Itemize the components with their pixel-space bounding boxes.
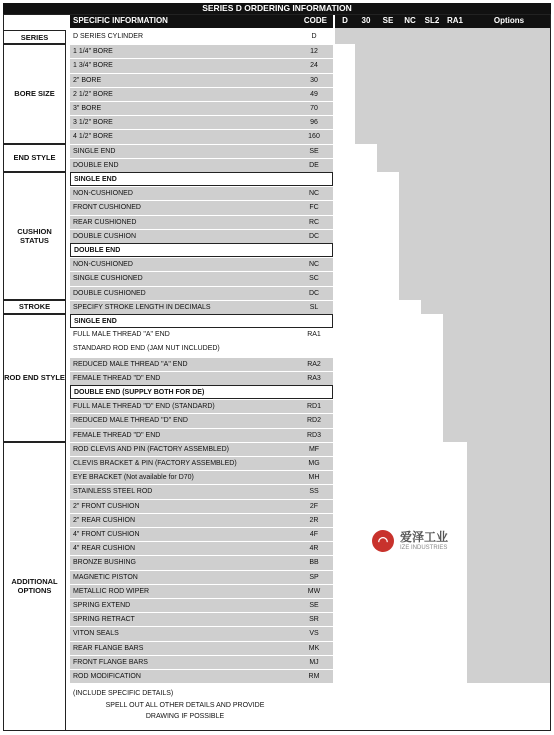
option-label: MAGNETIC PISTON [73, 573, 138, 581]
option-code: DC [308, 289, 320, 297]
additional-option-row [70, 655, 333, 669]
end-style-row [70, 158, 333, 172]
option-label: DOUBLE END [73, 161, 119, 169]
cushion-row [70, 186, 333, 200]
option-code: RA2 [307, 360, 321, 368]
footer-line-3: DRAWING IF POSSIBLE [145, 713, 225, 720]
option-code: SS [309, 488, 319, 496]
rod-end-row [70, 399, 333, 413]
option-code: 96 [310, 119, 318, 127]
end-style-group-label: END STYLE [13, 153, 56, 163]
option-code: 24 [310, 62, 318, 70]
option-code: 2R [309, 516, 319, 524]
logo-mark-icon: ◠ [372, 530, 394, 552]
option-code: SE [309, 602, 319, 609]
additional-option-row [70, 541, 333, 555]
additional-options-group-label: ADDITIONAL OPTIONS [11, 577, 58, 596]
option-code: MK [308, 644, 320, 652]
option-code: RA1 [299, 328, 329, 343]
additional-option-row [70, 584, 333, 598]
cushion-status-group [3, 172, 66, 300]
option-code: NC [308, 190, 320, 198]
option-code: 49 [310, 90, 318, 98]
bore-row [70, 101, 333, 115]
sheet-title: SERIES D ORDERING INFORMATION [3, 3, 551, 14]
option-code: 30 [310, 76, 318, 84]
rod-end-row [70, 357, 333, 371]
option-label: VITON SEALS [73, 630, 119, 638]
option-code: MG [308, 460, 320, 467]
option-code: MJ [309, 658, 319, 666]
option-label: FEMALE THREAD "D" END [73, 374, 161, 382]
option-code: 160 [308, 133, 320, 141]
option-label: SINGLE CUSHIONED [73, 275, 143, 283]
option-code: DC [308, 232, 320, 240]
option-label: METALLIC ROD WIPER [73, 587, 150, 595]
bore-size-group [3, 44, 66, 143]
option-code: RD2 [306, 417, 321, 425]
option-label: ROD CLEVIS AND PIN (FACTORY ASSEMBLED) [73, 445, 229, 453]
additional-option-row [70, 669, 333, 683]
option-label: STANDARD ROD END (JAM NUT INCLUDED) [73, 345, 220, 353]
stroke-group [3, 300, 66, 314]
option-label: FULL MALE THREAD "D" END (STANDARD) [73, 403, 215, 411]
code-column-shade [377, 14, 399, 172]
footer-note [70, 688, 333, 722]
option-label: 4 1/2" BORE [73, 133, 113, 141]
option-label: FEMALE THREAD "D" END [73, 431, 161, 439]
option-label: SINGLE END [73, 147, 116, 155]
rod-end-style-group-label: ROD END STYLE [4, 373, 65, 383]
code-column-header: SE [377, 14, 399, 28]
option-label: SINGLE END [74, 318, 117, 325]
option-label: DOUBLE CUSHIONED [73, 289, 146, 297]
option-code: SC [309, 275, 319, 283]
option-label: BRONZE BUSHING [73, 559, 137, 567]
cushion-row [70, 215, 333, 229]
bore-row [70, 44, 333, 58]
option-label: 3" BORE [73, 105, 102, 112]
option-code: VS [309, 630, 319, 638]
cushion-row [70, 229, 333, 243]
additional-options-group [3, 442, 66, 731]
additional-option-row [70, 527, 333, 541]
code-column-shade [399, 14, 421, 300]
additional-option-row [70, 484, 333, 498]
option-label: FRONT FLANGE BARS [73, 658, 148, 666]
option-code: D [311, 33, 317, 40]
rod-end-row [70, 342, 333, 356]
option-code: MH [308, 474, 320, 482]
option-code: SP [309, 573, 319, 581]
rod-end-row [70, 328, 333, 342]
code-column-header: Options [467, 14, 551, 28]
code-column-shade [467, 14, 551, 683]
option-label: 4" FRONT CUSHION [73, 531, 140, 538]
stroke-group-label: STROKE [18, 302, 51, 312]
cushion-double-header [70, 243, 333, 257]
cushion-row [70, 200, 333, 214]
additional-option-row [70, 456, 333, 470]
option-label: 2" REAR CUSHION [73, 516, 135, 524]
series-row [70, 30, 333, 44]
company-logo [372, 530, 448, 552]
option-label: SPRING RETRACT [73, 616, 135, 624]
option-code: MW [307, 587, 321, 595]
additional-option-row [70, 641, 333, 655]
rod-end-row [70, 371, 333, 385]
option-code: SR [309, 616, 319, 624]
end-style-group [3, 144, 66, 172]
bore-row [70, 87, 333, 101]
option-label: 4" REAR CUSHION [73, 545, 135, 553]
option-code: FC [309, 204, 319, 212]
bore-row [70, 115, 333, 129]
option-label: DOUBLE END (SUPPLY BOTH FOR DE) [74, 389, 205, 396]
code-column-header: D [335, 14, 355, 28]
cushion-single-header [70, 172, 333, 186]
option-code: RD1 [306, 403, 321, 411]
option-code: RC [308, 218, 320, 226]
code-column-shade [421, 14, 443, 314]
option-code: 4F [309, 531, 319, 538]
additional-option-row [70, 626, 333, 640]
option-label: DOUBLE CUSHION [73, 232, 137, 240]
option-label: FRONT CUSHIONED [73, 204, 141, 212]
code-column-shade [443, 14, 467, 442]
option-label: NON-CUSHIONED [73, 261, 133, 269]
additional-option-row [70, 442, 333, 456]
footer-line-1: (INCLUDE SPECIFIC DETAILS) [73, 690, 174, 697]
option-code: BB [309, 559, 319, 567]
specific-label: SPECIFIC INFORMATION [73, 16, 168, 25]
option-code: RM [308, 673, 320, 680]
option-label: SPRING EXTEND [73, 602, 131, 609]
option-label: D SERIES CYLINDER [73, 33, 144, 40]
code-column-shade [355, 14, 377, 144]
rod-end-style-group [3, 314, 66, 442]
code-column-header: SL2 [421, 14, 443, 28]
option-label: REDUCED MALE THREAD "D" END [73, 417, 188, 425]
rod-end-row [70, 413, 333, 427]
option-code: RA3 [307, 374, 321, 382]
option-label: ROD MODIFICATION [73, 673, 141, 680]
option-label: NON-CUSHIONED [73, 190, 133, 198]
option-label: DOUBLE END [74, 247, 121, 254]
cushion-row [70, 257, 333, 271]
option-code: DE [309, 161, 319, 169]
logo-cn: 爱泽工业 [400, 529, 449, 544]
option-code: RD3 [306, 431, 321, 439]
option-code: 4R [309, 545, 319, 553]
code-column-header: 30 [355, 14, 377, 28]
option-label: EYE BRACKET (Not available for D70) [73, 474, 194, 482]
option-label: CLEVIS BRACKET & PIN (FACTORY ASSEMBLED) [73, 460, 237, 467]
option-label: 1 3/4" BORE [73, 62, 113, 70]
option-code: SL [309, 303, 319, 311]
option-code: MF [308, 445, 320, 453]
option-label: REAR FLANGE BARS [73, 644, 144, 652]
option-label: 2" FRONT CUSHION [73, 502, 140, 510]
additional-option-row [70, 570, 333, 584]
specific-header [70, 14, 333, 28]
option-code: 2F [309, 502, 319, 510]
series-group-label: SERIES [20, 32, 49, 42]
option-code: 70 [310, 105, 318, 112]
additional-option-row [70, 555, 333, 569]
bore-row [70, 73, 333, 87]
option-label: STAINLESS STEEL ROD [73, 488, 153, 496]
additional-option-row [70, 612, 333, 626]
additional-option-row [70, 513, 333, 527]
stroke-row [70, 300, 333, 314]
end-style-row [70, 144, 333, 158]
logo-en: IZE INDUSTRIES [400, 544, 448, 551]
bore-size-group-label: BORE SIZE [14, 89, 55, 99]
footer-line-2: SPELL OUT ALL OTHER DETAILS AND PROVIDE [105, 702, 265, 709]
option-label: REAR CUSHIONED [73, 218, 137, 226]
rod-end-double-header [70, 385, 333, 399]
bore-row [70, 129, 333, 143]
cushion-row [70, 271, 333, 285]
rod-end-row [70, 428, 333, 442]
bore-row [70, 58, 333, 72]
option-label: SINGLE END [74, 176, 117, 183]
code-column-header: RA1 [443, 14, 467, 28]
option-label: SPECIFY STROKE LENGTH IN DECIMALS [73, 303, 211, 311]
rod-end-single-header [70, 314, 333, 328]
option-label: 2 1/2" BORE [73, 90, 113, 98]
option-code: NC [308, 261, 320, 269]
option-label: REDUCED MALE THREAD "A" END [73, 360, 188, 368]
series-group [3, 30, 66, 44]
code-label: CODE [303, 16, 327, 25]
option-label: FULL MALE THREAD "A" END [73, 331, 170, 339]
additional-option-row [70, 598, 333, 612]
cushion-status-group-label: CUSHION STATUS [17, 226, 52, 245]
additional-option-row [70, 470, 333, 484]
code-column-header: NC [399, 14, 421, 28]
cushion-row [70, 286, 333, 300]
option-code: 12 [310, 48, 318, 56]
option-label: 2" BORE [73, 76, 102, 84]
option-label: 1 1/4" BORE [73, 48, 113, 56]
option-code: SE [309, 147, 319, 155]
option-label: 3 1/2" BORE [73, 119, 113, 127]
additional-option-row [70, 499, 333, 513]
